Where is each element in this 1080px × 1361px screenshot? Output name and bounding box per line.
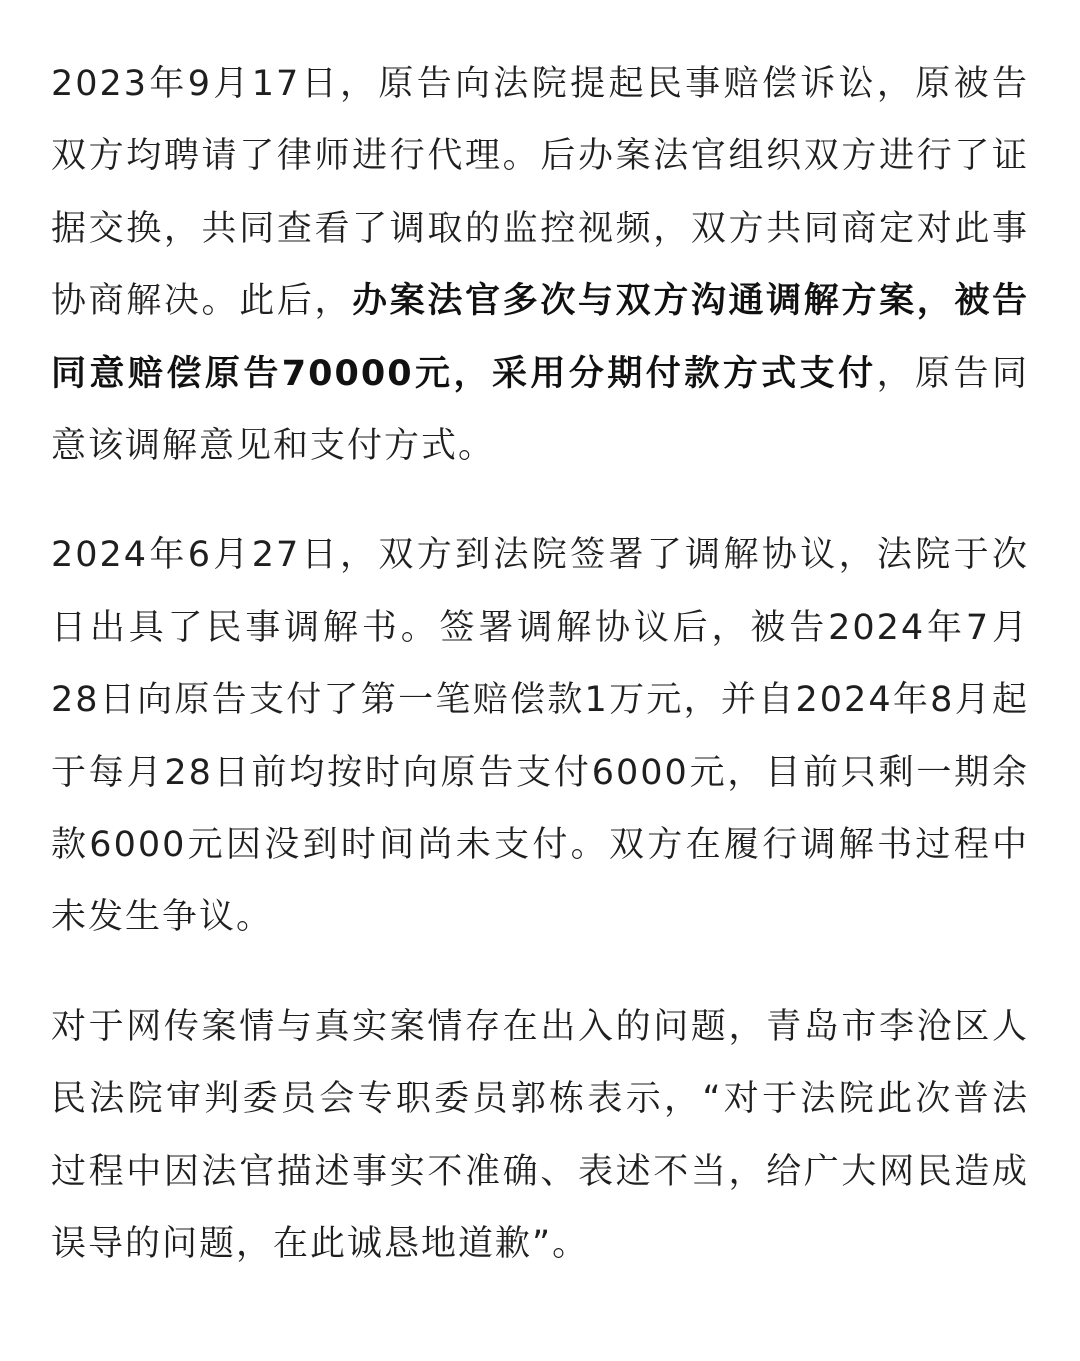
text-segment: 2023年9月17日，原告向法院提起民事赔偿诉讼，原被告双方均聘请了律师进行代理。后办案法官组织双方进行了证据交换，共同查看了调取的监控视频，双方共同商定对此事协商解决。此后， <box>51 64 1029 322</box>
paragraph-case-filing <box>51 48 1029 482</box>
paragraph-mediation-agreement <box>51 519 1029 953</box>
paragraph-court-statement <box>51 991 1029 1281</box>
highlighted-text-segment: 办案法官多次与双方沟通调解方案，被告同意赔偿原告70000元，采用分期付款方式支付 <box>51 281 1029 394</box>
text-segment: ，原告同意该调解意见和支付方式。 <box>51 353 1029 467</box>
article-body <box>51 48 1029 1281</box>
text-segment: 对于网传案情与真实案情存在出入的问题，青岛市李沧区人民法院审判委员会专职委员郭栋表示，“对于法院此次普法过程中因法官描述事实不准确、表述不当，给广大网民造成误导的问题，在此诚恳地道歉”。 <box>51 1006 1029 1265</box>
text-segment: 2024年6月27日，双方到法院签署了调解协议，法院于次日出具了民事调解书。签署调解协议后，被告2024年7月28日向原告支付了第一笔赔偿款1万元，并自2024年8月起于每月28日前均按时向原告支付6000元，目前只剩一期余款6000元因没到时间尚未支付。双方在履行调解书过程中未发生争议。 <box>51 535 1029 938</box>
